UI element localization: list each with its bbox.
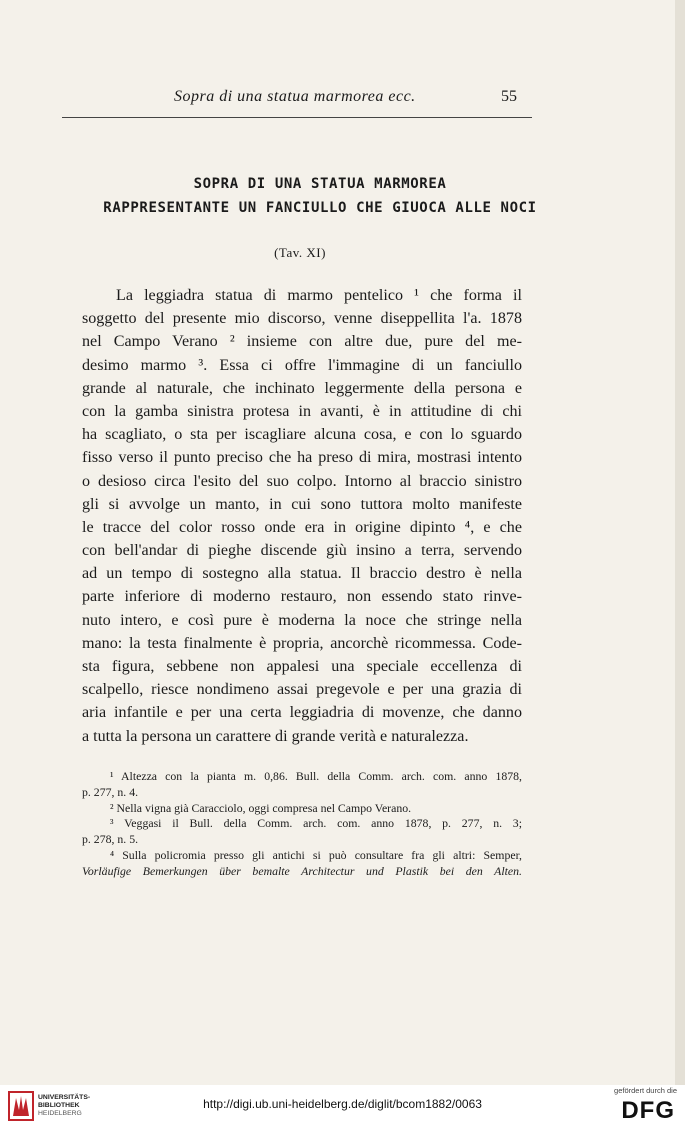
plate-reference: (Tav. XI) xyxy=(274,245,326,260)
dfg-logo: DFG xyxy=(621,1097,675,1124)
footnote-2: ² Nella vigna già Caracciolo, oggi compresa nel Campo Verano. xyxy=(110,800,412,815)
text-line: mano: la testa finalmente è propria, ancorchè ricommessa. Code- xyxy=(82,634,522,652)
text-line: fisso verso il punto preciso che ha preso di mira, mostrasi intento xyxy=(82,449,522,467)
footnote-3: ³ Veggasi il Bull. della Comm. arch. com. anno 1878, p. 277, n. 3; xyxy=(110,816,522,831)
body-text xyxy=(82,284,522,748)
text-line: parte inferiore di moderno restauro, non essendo stato rinve- xyxy=(82,588,522,606)
text-line: a tutta la persona un carattere di grande verità e naturalezza. xyxy=(82,727,469,745)
text-line: le tracce del color rosso onde era in origine dipinto ⁴, e che xyxy=(82,518,522,536)
library-name-line-2: BIBLIOTHEK xyxy=(38,1102,80,1109)
header-rule xyxy=(62,117,532,118)
text-line: La leggiadra statua di marmo pentelico ¹ che forma il xyxy=(116,287,522,304)
text-line: o desioso circa l'esito del suo colpo. Intorno al braccio sinistro xyxy=(82,472,522,490)
library-name-line-3: HEIDELBERG xyxy=(38,1110,82,1117)
footer-bar xyxy=(0,1085,685,1130)
footnote-1: ¹ Altezza con la pianta m. 0,86. Bull. della Comm. arch. com. anno 1878, xyxy=(110,769,522,783)
text-line: con la gamba sinistra protesa in avanti, è in attitudine di chi xyxy=(82,402,522,420)
running-head xyxy=(62,88,517,112)
library-name-line-1: UNIVERSITÄTS- xyxy=(38,1094,91,1101)
article-title-line-1: SOPRA DI UNA STATUA MARMOREA xyxy=(193,176,447,192)
text-line: grande al naturale, che inchinato leggermente della persona e xyxy=(82,379,522,397)
footnote-1-cont: p. 277, n. 4. xyxy=(82,784,139,799)
text-line: desimo marmo ³. Essa ci offre l'immagine di un fanciullo xyxy=(82,356,522,374)
page-edge xyxy=(675,0,685,1085)
running-head-title: Sopra di una statua marmorea ecc. xyxy=(174,88,416,105)
page-number: 55 xyxy=(501,88,517,105)
text-line: nuto intero, e così pure è moderna la noce che stringe nella xyxy=(82,611,522,629)
text-line: aria infantile e per una certa leggiadria di movenze, che danno xyxy=(82,704,522,722)
text-line: soggetto del presente mio discorso, venne diseppellita l'a. 1878 xyxy=(82,310,522,328)
text-line: sta figura, sebbene non appalesi una speciale eccellenza di xyxy=(82,658,522,675)
footnote-4: ⁴ Sulla policromia presso gli antichi si può consultare fra gli altri: Semper, xyxy=(110,847,522,862)
footnote-4-cont: Vorläufige Bemerkungen über bemalte Architectur und Plastik bei den Alten. xyxy=(82,863,522,878)
text-line: ad un tempo di sostegno alla statua. Il braccio destro è nella xyxy=(82,565,522,583)
article-title-line-2: RAPPRESENTANTE UN FANCIULLO CHE GIUOCA ALLE NOCI xyxy=(103,200,537,216)
funded-by-label: gefördert durch die xyxy=(614,1086,677,1095)
footnote-3-cont: p. 278, n. 5. xyxy=(82,832,139,847)
text-line: ha scagliato, o sta per iscagliare alcuna cosa, e con lo sguardo xyxy=(82,426,522,444)
source-url-link[interactable]: http://digi.ub.uni-heidelberg.de/diglit/bcom1882/0063 xyxy=(203,1097,482,1111)
footnotes xyxy=(82,769,522,880)
text-line: nel Campo Verano ² insieme con altre due, pure del me- xyxy=(82,333,522,351)
text-line: con bell'andar di pieghe discende giù insino a terra, servendo xyxy=(82,542,522,560)
text-line: gli si avvolge un manto, in cui sono tuttora molto manifeste xyxy=(82,495,522,513)
text-line: scalpello, riesce nondimeno assai pregevole e per una grazia di xyxy=(82,681,522,699)
